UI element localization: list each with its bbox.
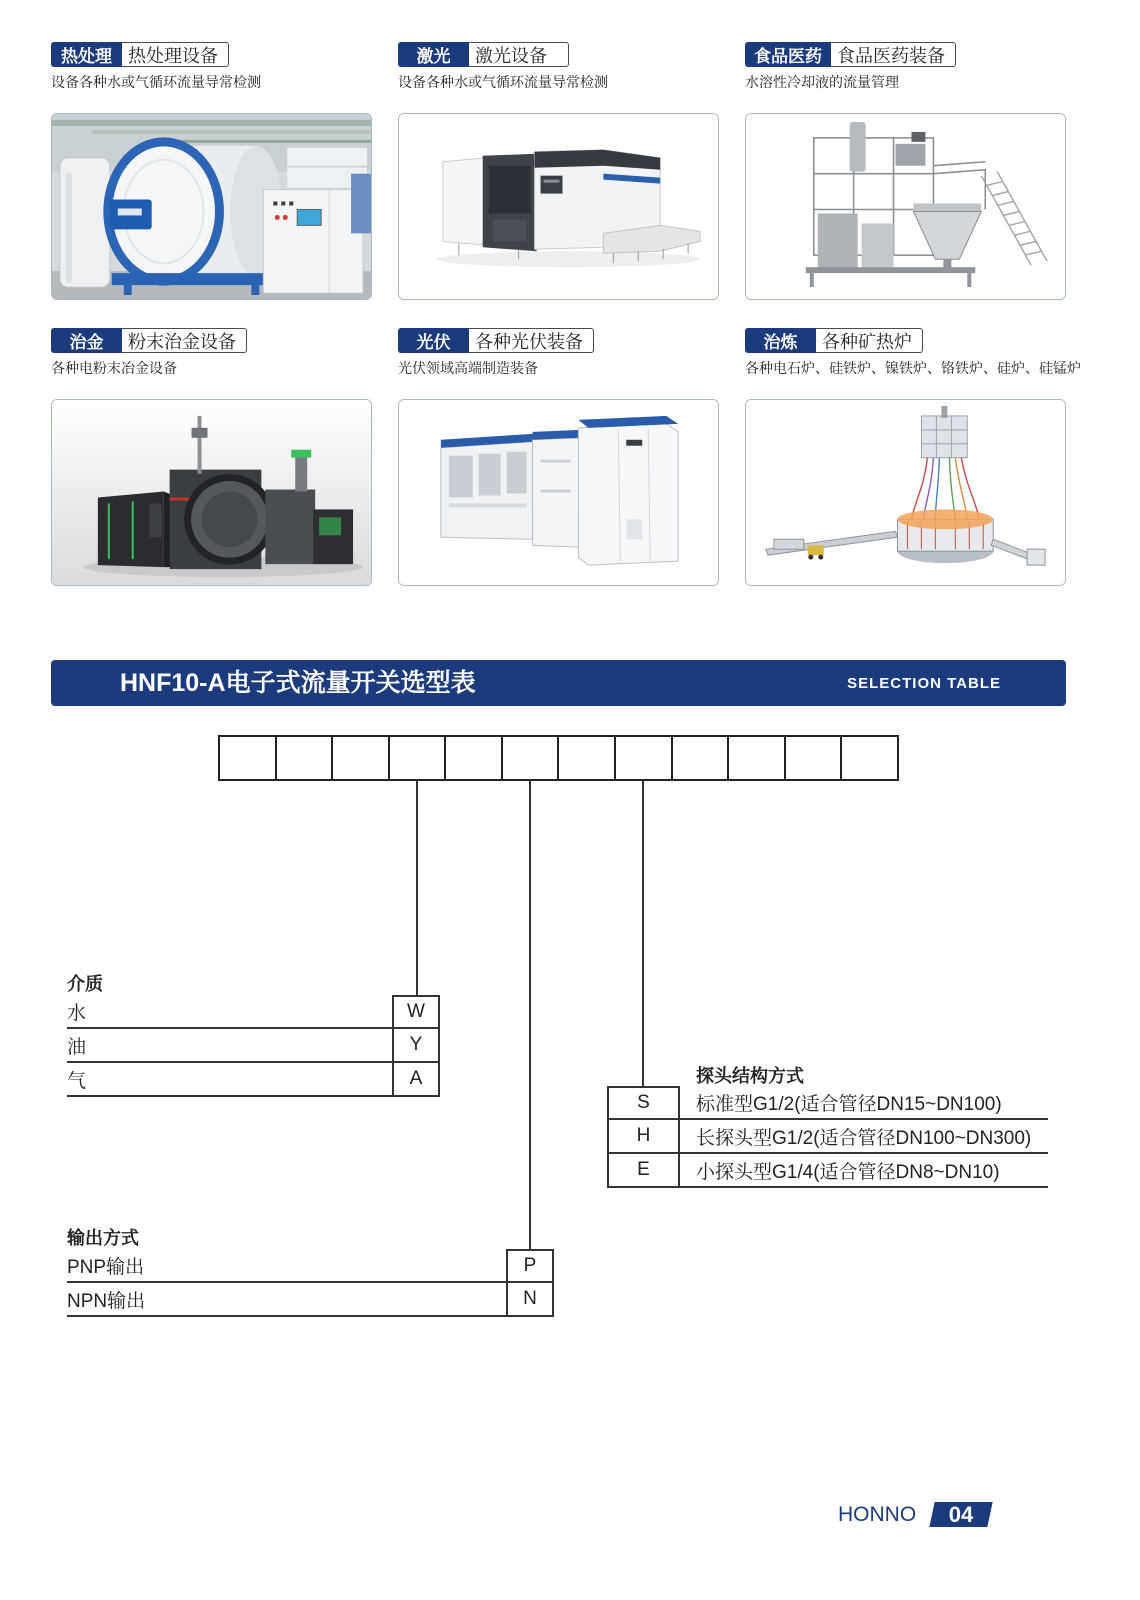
application-card-heat-treatment bbox=[51, 42, 373, 300]
output-options-table bbox=[67, 1249, 554, 1317]
application-tag: 食品医药 bbox=[745, 42, 831, 67]
probe-option-name: 标准型G1/2(适合管径DN15~DN100) bbox=[696, 1093, 1002, 1115]
application-heading bbox=[398, 328, 720, 353]
footer-brand: HONNO bbox=[838, 1503, 917, 1526]
application-tag: 激光 bbox=[398, 42, 469, 67]
model-code-slot bbox=[390, 737, 447, 779]
probe-option-row bbox=[607, 1154, 1048, 1188]
application-name: 热处理设备 bbox=[122, 42, 229, 67]
model-code-slot bbox=[333, 737, 390, 779]
page-number: 04 bbox=[948, 1502, 974, 1527]
application-tag: 治金 bbox=[51, 328, 122, 353]
application-name: 食品医药装备 bbox=[831, 42, 956, 67]
application-description: 光伏领域高端制造装备 bbox=[398, 360, 538, 376]
medium-options-table bbox=[67, 995, 440, 1097]
medium-option-row bbox=[67, 1029, 440, 1063]
submerged-arc-furnace-image bbox=[746, 400, 1065, 585]
probe-connector-line bbox=[642, 780, 644, 1087]
output-option-name: PNP输出 bbox=[67, 1256, 145, 1278]
output-option-row bbox=[67, 1249, 554, 1283]
application-description: 设备各种水或气循环流量导常检测 bbox=[51, 74, 261, 90]
application-card-photovoltaic bbox=[398, 328, 720, 586]
medium-option-code: Y bbox=[392, 1029, 440, 1061]
medium-connector-line bbox=[416, 780, 418, 996]
probe-option-code: H bbox=[607, 1120, 680, 1152]
probe-option-row bbox=[607, 1086, 1048, 1120]
medium-option-row bbox=[67, 1063, 440, 1097]
medium-option-name: 水 bbox=[67, 1002, 87, 1024]
probe-label: 探头结构方式 bbox=[696, 1066, 804, 1086]
application-card-food-pharma bbox=[745, 42, 1067, 300]
application-tag: 热处理 bbox=[51, 42, 122, 67]
application-description: 各种电石炉、硅铁炉、镍铁炉、铬铁炉、硅炉、硅锰炉 bbox=[745, 360, 1081, 376]
application-heading bbox=[745, 328, 1067, 353]
food-pharma-equipment-photo bbox=[745, 113, 1066, 300]
model-code-slot bbox=[786, 737, 843, 779]
heat-treatment-furnace-image bbox=[52, 114, 371, 299]
probe-option-name: 小探头型G1/4(适合管径DN8~DN10) bbox=[696, 1161, 1000, 1183]
application-tag: 治炼 bbox=[745, 328, 816, 353]
medium-label: 介质 bbox=[67, 974, 103, 994]
medium-option-row bbox=[67, 995, 440, 1029]
laser-cutting-machine-photo bbox=[398, 113, 719, 300]
application-tag: 光伏 bbox=[398, 328, 469, 353]
application-description: 水溶性冷却液的流量管理 bbox=[745, 74, 899, 90]
model-code-slot bbox=[842, 737, 897, 779]
model-code-slot bbox=[503, 737, 560, 779]
probe-option-row bbox=[607, 1120, 1048, 1154]
application-name: 各种矿热炉 bbox=[816, 328, 923, 353]
model-code-slot bbox=[673, 737, 730, 779]
application-card-laser bbox=[398, 42, 720, 300]
application-card-powder-metallurgy bbox=[51, 328, 373, 586]
heat-treatment-furnace-photo bbox=[51, 113, 372, 300]
application-card-smelting bbox=[745, 328, 1081, 586]
application-heading bbox=[51, 42, 373, 67]
model-code-boxes bbox=[218, 735, 899, 781]
application-name: 各种光伏装备 bbox=[469, 328, 594, 353]
photovoltaic-equipment-photo bbox=[398, 399, 719, 586]
application-name: 激光设备 bbox=[469, 42, 569, 67]
application-heading bbox=[51, 328, 373, 353]
medium-option-code: W bbox=[392, 995, 440, 1027]
application-description: 各种电粉末冶金设备 bbox=[51, 360, 177, 376]
laser-cutting-machine-image bbox=[399, 114, 718, 299]
output-label: 输出方式 bbox=[67, 1228, 139, 1248]
output-connector-line bbox=[529, 780, 531, 1250]
application-name: 粉末治金设备 bbox=[122, 328, 247, 353]
output-option-code: N bbox=[506, 1283, 554, 1315]
output-option-name: NPN输出 bbox=[67, 1290, 146, 1312]
probe-option-code: S bbox=[607, 1086, 680, 1118]
selection-table-banner bbox=[51, 660, 1066, 706]
medium-option-name: 油 bbox=[67, 1036, 87, 1058]
powder-metallurgy-equipment-image bbox=[52, 400, 371, 585]
powder-metallurgy-equipment-photo bbox=[51, 399, 372, 586]
medium-option-code: A bbox=[392, 1063, 440, 1095]
application-heading bbox=[398, 42, 720, 67]
model-code-slot bbox=[559, 737, 616, 779]
model-code-slot bbox=[277, 737, 334, 779]
probe-option-code: E bbox=[607, 1154, 680, 1186]
model-code-slot bbox=[729, 737, 786, 779]
application-heading bbox=[745, 42, 1067, 67]
application-description: 设备各种水或气循环流量导常检测 bbox=[398, 74, 608, 90]
photovoltaic-equipment-image bbox=[399, 400, 718, 585]
food-pharma-equipment-image bbox=[746, 114, 1065, 299]
output-option-code: P bbox=[506, 1249, 554, 1281]
selection-table-subtitle: SELECTION TABLE bbox=[847, 675, 1001, 692]
model-code-slot bbox=[446, 737, 503, 779]
probe-option-name: 长探头型G1/2(适合管径DN100~DN300) bbox=[696, 1127, 1032, 1149]
probe-options-table bbox=[607, 1086, 1048, 1188]
medium-option-name: 气 bbox=[67, 1070, 87, 1092]
model-code-slot bbox=[616, 737, 673, 779]
output-option-row bbox=[67, 1283, 554, 1317]
selection-table-title: HNF10-A电子式流量开关选型表 bbox=[120, 669, 476, 697]
model-code-slot bbox=[220, 737, 277, 779]
page-number-badge bbox=[929, 1502, 992, 1527]
submerged-arc-furnace-photo bbox=[745, 399, 1066, 586]
